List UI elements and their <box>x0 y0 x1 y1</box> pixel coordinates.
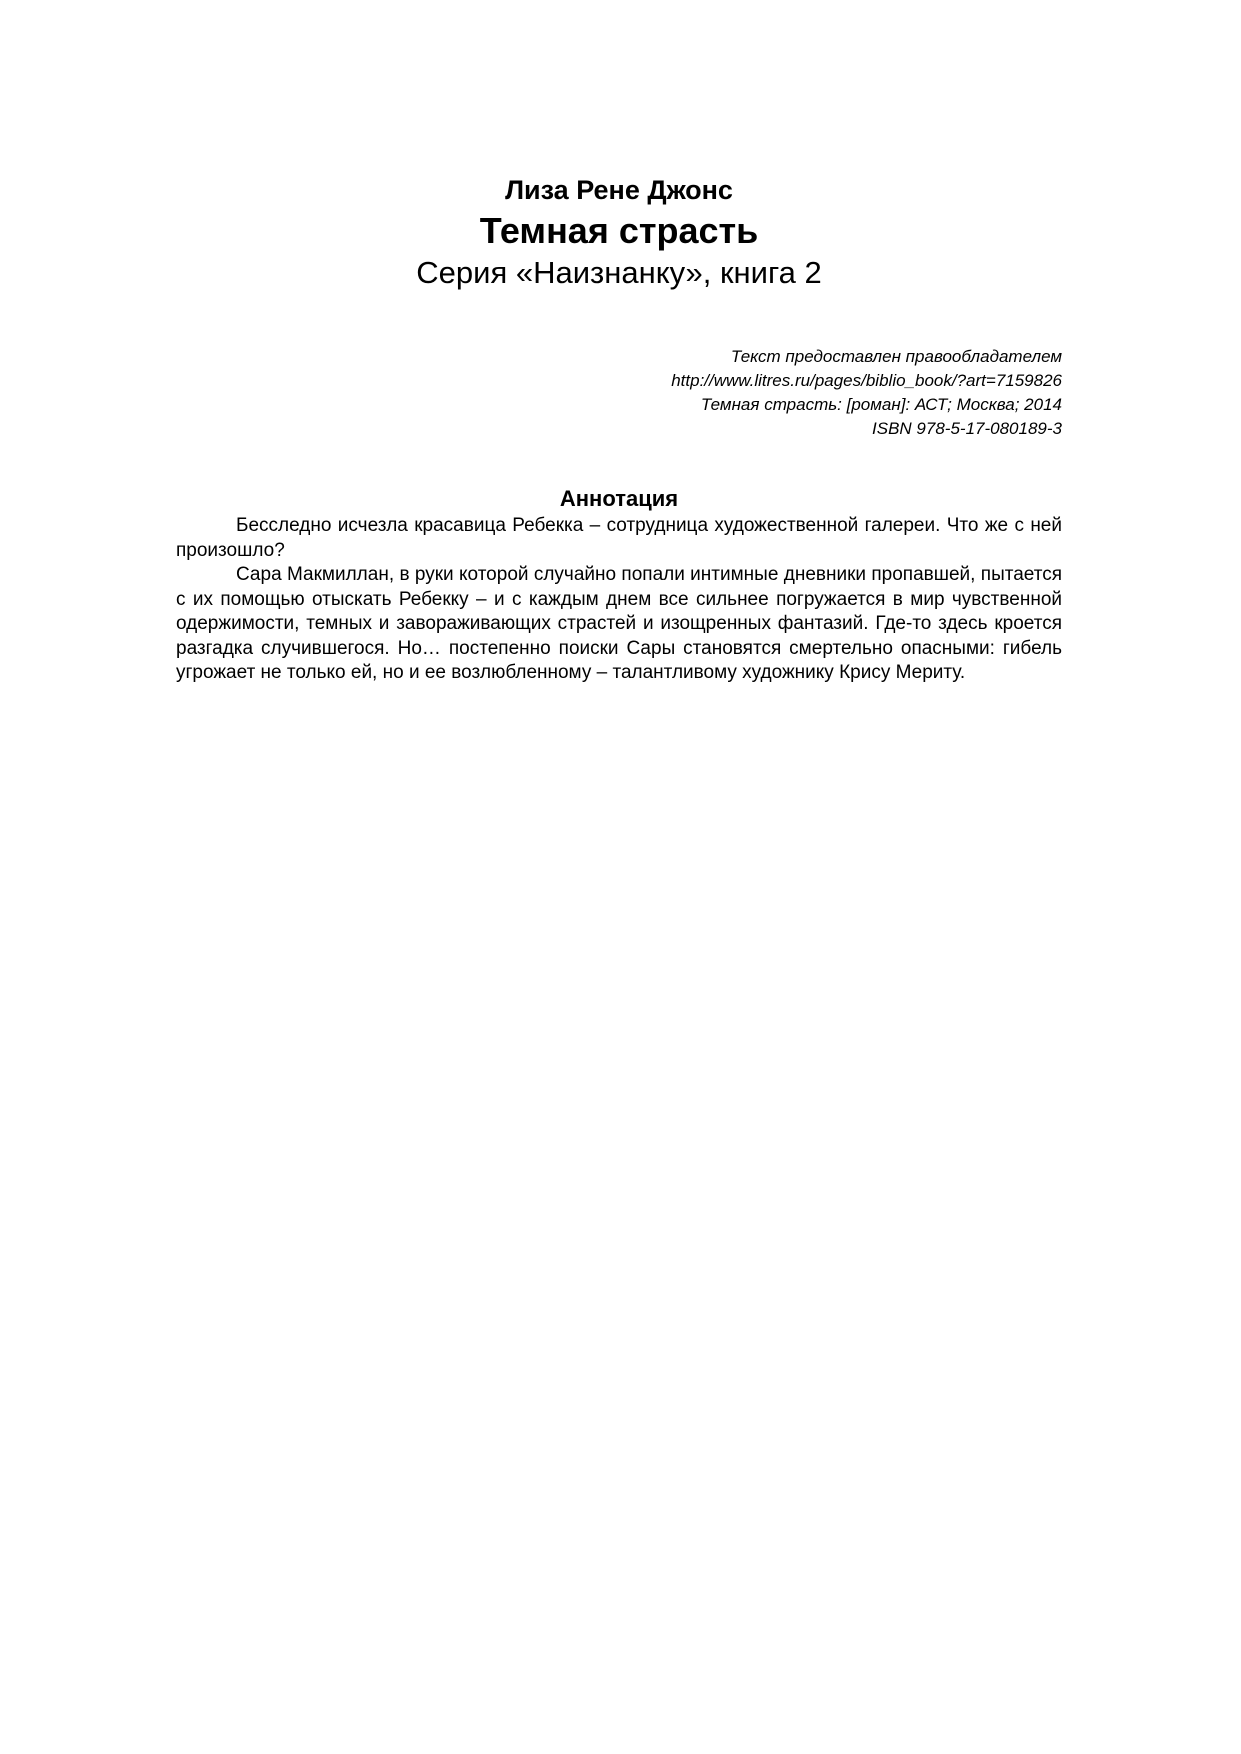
source-url-line: http://www.litres.ru/pages/biblio_book/?art=7159826 <box>671 371 1062 390</box>
annotation-body <box>176 514 1062 686</box>
annotation-paragraph: Сара Макмиллан, в руки которой случайно попали интимные дневники пропавшей, пытается с их помощью отыскать Ребекку – и с каждым днем все сильнее погружается в мир чувственной одержимости, темных и завораживающих страстей и изощренных фантазий. Где-то здесь кроется разгадка случившегося. Но… постепенно поиски Сары становятся смертельно опасными: гибель угрожает не только ей, но и ее возлюбленному – талантливому художнику Крису Мериту. <box>176 564 1062 683</box>
annotation-heading: Аннотация <box>559 486 679 511</box>
annotation-paragraph: Бесследно исчезла красавица Ребекка – сотрудница художественной галереи. Что же с ней произошло? <box>176 515 1062 561</box>
edition-line: Темная страсть: [роман]: АСТ; Москва; 2014 <box>700 395 1062 414</box>
book-title: Темная страсть <box>479 210 759 251</box>
book-series: Серия «Наизнанку», книга 2 <box>416 255 822 290</box>
isbn-line: ISBN 978-5-17-080189-3 <box>872 419 1062 438</box>
book-author: Лиза Рене Джонс <box>505 175 733 205</box>
rights-holder-line: Текст предоставлен правообладателем <box>730 347 1062 366</box>
publication-info <box>176 345 1062 441</box>
